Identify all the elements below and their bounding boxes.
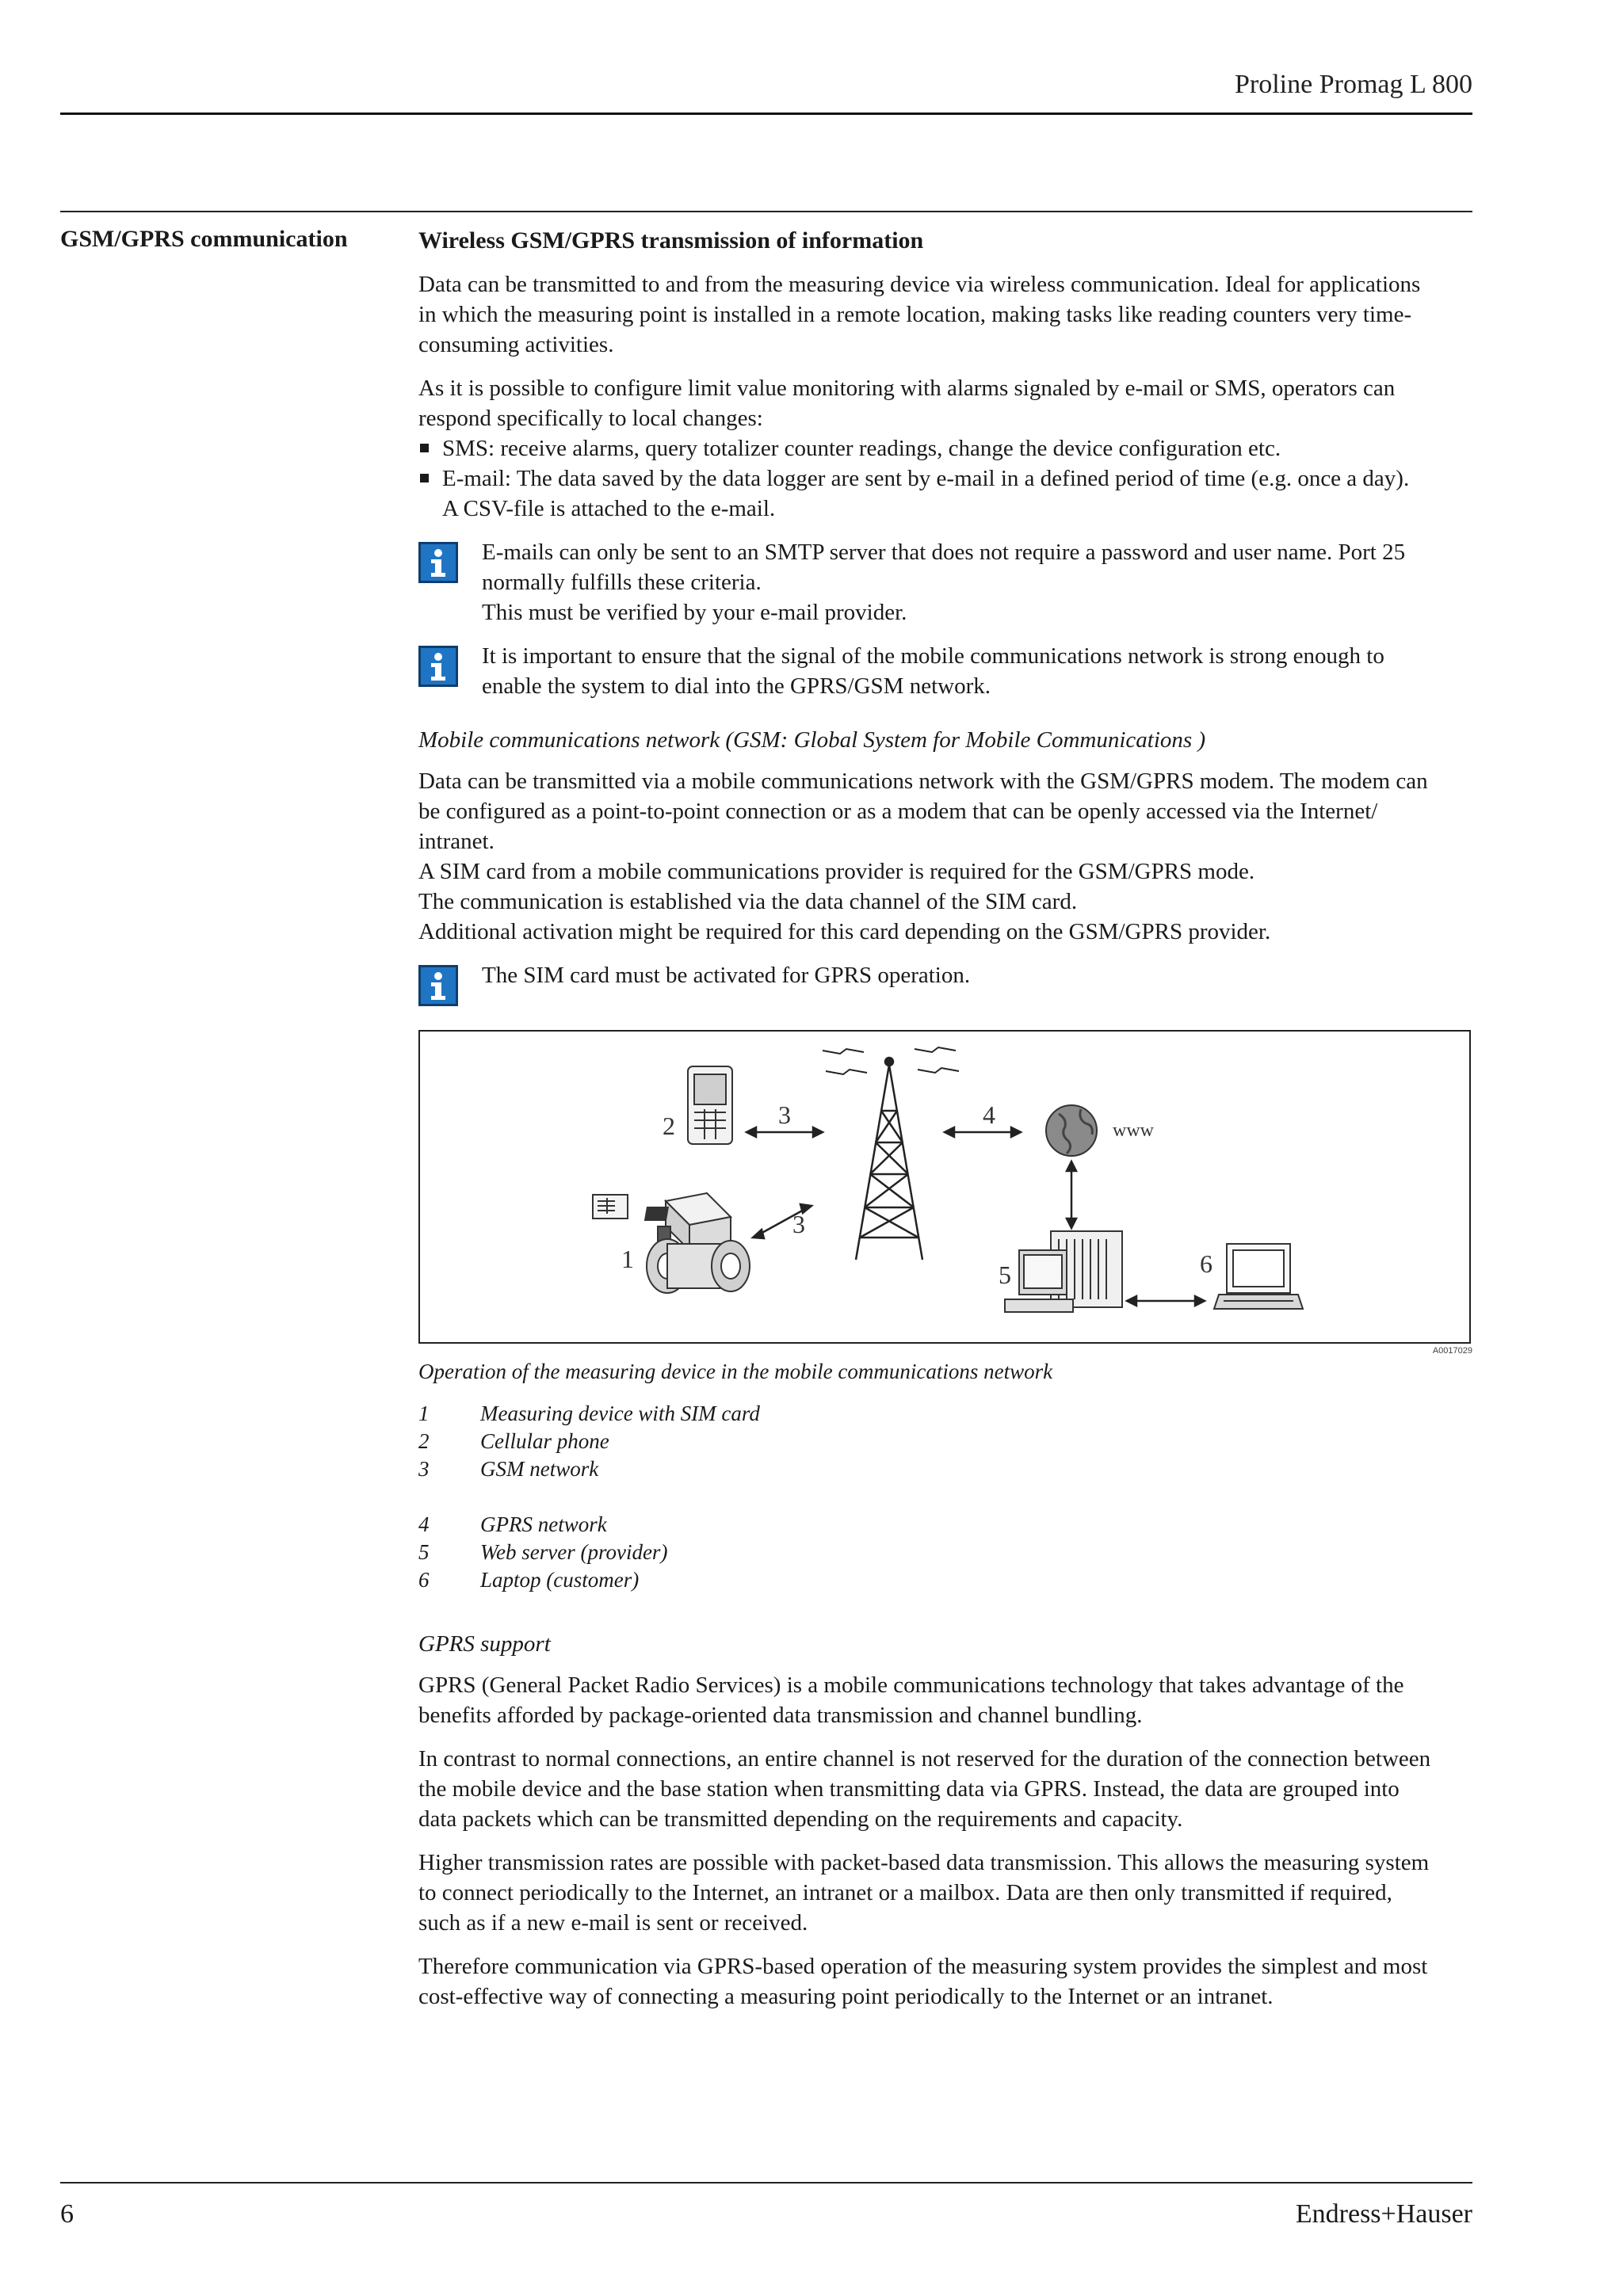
page-number: 6 <box>60 2199 74 2229</box>
legend-number: 4 <box>418 1512 430 1536</box>
text-line: in which the measuring point is installed in a remote location, making tasks like reading counters very time- <box>418 302 1412 327</box>
www-label: www <box>1113 1120 1154 1141</box>
label-3a: 3 <box>778 1100 791 1129</box>
gprs-paragraph <box>418 1951 1472 2012</box>
mobile-paragraph <box>418 766 1472 947</box>
header-rule <box>60 113 1472 115</box>
note-text <box>482 537 1472 627</box>
section-rule <box>60 211 1472 212</box>
text-line: SMS: receive alarms, query totalizer counter readings, change the device configuration etc. <box>442 436 1281 461</box>
note-text <box>482 641 1472 701</box>
label-6: 6 <box>1200 1249 1212 1278</box>
legend-item <box>418 1539 1472 1566</box>
text-line: A CSV-file is attached to the e-mail. <box>442 496 776 521</box>
legend-item <box>418 1400 1472 1428</box>
label-1: 1 <box>621 1245 634 1273</box>
text-line: E-mails can only be sent to an SMTP server that does not require a password and user name. Port 25 <box>482 540 1406 565</box>
text-line: This must be verified by your e-mail provider. <box>482 600 907 625</box>
text-line: enable the system to dial into the GPRS/GSM network. <box>482 673 991 699</box>
legend-number: 1 <box>418 1402 430 1425</box>
info-note <box>418 641 1472 701</box>
info-note <box>418 537 1472 627</box>
text-line: normally fulfills these criteria. <box>482 570 762 595</box>
intro-paragraph <box>418 269 1472 360</box>
text-line: data packets which can be transmitted depending on the requirements and capacity. <box>418 1806 1183 1832</box>
section-label: GSM/GPRS communication <box>60 226 348 252</box>
legend-number: 2 <box>418 1429 430 1453</box>
legend-text: Web server (provider) <box>480 1540 668 1564</box>
text-line: such as if a new e-mail is sent or received. <box>418 1910 808 1936</box>
text-line: Additional activation might be required for this card depending on the GSM/GPRS provider. <box>418 919 1271 944</box>
note-text: The SIM card must be activated for GPRS operation. <box>482 963 971 988</box>
text-line: Therefore communication via GPRS-based operation of the measuring system provides the simplest and most <box>418 1954 1428 1979</box>
legend-item <box>418 1428 1472 1455</box>
legend-text: GSM network <box>480 1457 599 1481</box>
gprs-paragraph <box>418 1848 1472 1938</box>
text-line: The communication is established via the data channel of the SIM card. <box>418 889 1078 914</box>
subsection-heading: GPRS support <box>418 1631 551 1657</box>
legend-number: 6 <box>418 1568 430 1592</box>
diagram-svg <box>420 1032 1469 1342</box>
label-5: 5 <box>999 1261 1011 1289</box>
content-column <box>418 226 1472 2025</box>
legend-item <box>418 1455 1472 1483</box>
laptop-icon <box>1214 1244 1303 1309</box>
arrow-icon <box>1127 1296 1205 1306</box>
text-line: to connect periodically to the Internet, an intranet or a mailbox. Data are then only transmitted if required, <box>418 1880 1392 1905</box>
radio-tower-icon <box>856 1058 922 1260</box>
text-line: be configured as a point-to-point connection or as a modem that can be openly accessed via the Internet/ <box>418 799 1378 824</box>
list-item <box>418 433 1472 463</box>
legend-text: Laptop (customer) <box>480 1568 640 1592</box>
legend-item <box>418 1566 1472 1594</box>
text-line: Data can be transmitted via a mobile communications network with the GSM/GPRS modem. The modem can <box>418 769 1428 794</box>
text-line: GPRS (General Packet Radio Services) is a mobile communications technology that takes advantage of the <box>418 1672 1404 1698</box>
cellular-phone-icon <box>688 1066 732 1144</box>
gprs-paragraph <box>418 1670 1472 1730</box>
text-line: E-mail: The data saved by the data logger are sent by e-mail in a defined period of time (e.g. once a day). <box>442 466 1410 491</box>
globe-icon <box>1046 1105 1097 1156</box>
legend-text: Cellular phone <box>480 1429 609 1453</box>
label-3b: 3 <box>792 1210 805 1238</box>
text-line: Data can be transmitted to and from the measuring device via wireless communication. Ideal for applications <box>418 272 1421 297</box>
text-line: benefits afforded by package-oriented data transmission and channel bundling. <box>418 1703 1143 1728</box>
text-line: consuming activities. <box>418 332 614 357</box>
monitor-paragraph <box>418 373 1472 433</box>
info-icon <box>418 965 458 1006</box>
text-line: In contrast to normal connections, an entire channel is not reserved for the duration of the connection between <box>418 1746 1431 1772</box>
info-icon <box>418 542 458 583</box>
text-line: respond specifically to local changes: <box>418 406 763 431</box>
info-note <box>418 960 1472 1006</box>
measuring-device-icon <box>593 1193 750 1293</box>
figure-legend <box>418 1400 1472 1594</box>
text-line: Higher transmission rates are possible with packet-based data transmission. This allows the measuring system <box>418 1850 1430 1875</box>
arrow-icon <box>1067 1161 1076 1228</box>
gprs-paragraph <box>418 1744 1472 1834</box>
figure-code: A0017029 <box>1432 1346 1472 1356</box>
legend-text: GPRS network <box>480 1512 607 1536</box>
header-title: Proline Promag L 800 <box>1235 70 1472 99</box>
section-heading: Wireless GSM/GPRS transmission of information <box>418 227 924 254</box>
legend-number: 3 <box>418 1457 430 1481</box>
brand-name: Endress+Hauser <box>1295 2199 1472 2229</box>
label-4: 4 <box>983 1100 995 1129</box>
text-line: cost-effective way of connecting a measuring point periodically to the Internet or an intranet. <box>418 1984 1274 2009</box>
footer-rule <box>60 2182 1472 2183</box>
legend-number: 5 <box>418 1540 430 1564</box>
network-diagram <box>418 1030 1471 1344</box>
label-2: 2 <box>663 1112 675 1140</box>
text-line: the mobile device and the base station when transmitting data via GPRS. Instead, the data are grouped into <box>418 1776 1400 1802</box>
web-server-icon <box>1005 1231 1122 1312</box>
legend-text: Measuring device with SIM card <box>480 1402 760 1425</box>
bullet-list <box>418 433 1472 524</box>
list-item <box>418 463 1472 524</box>
text-line: A SIM card from a mobile communications provider is required for the GSM/GPRS mode. <box>418 859 1255 884</box>
figure-caption: Operation of the measuring device in the mobile communications network <box>418 1360 1053 1383</box>
text-line: intranet. <box>418 829 495 854</box>
text-line: As it is possible to configure limit value monitoring with alarms signaled by e-mail or SMS, operators can <box>418 376 1396 401</box>
info-icon <box>418 646 458 687</box>
subsection-heading: Mobile communications network (GSM: Global System for Mobile Communications ) <box>418 727 1206 753</box>
legend-item <box>418 1511 1472 1539</box>
text-line: It is important to ensure that the signal of the mobile communications network is strong enough to <box>482 643 1384 669</box>
